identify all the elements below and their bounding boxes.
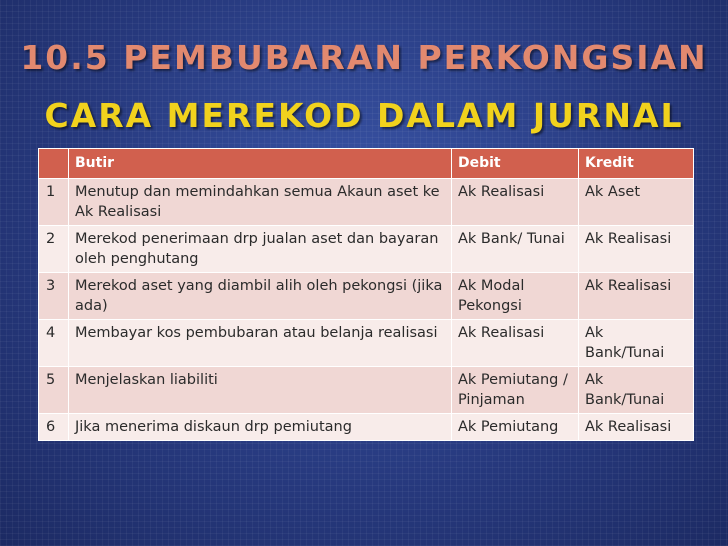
table-row <box>39 179 694 226</box>
row-number: 2 <box>39 226 69 273</box>
row-butir: Membayar kos pembubaran atau belanja realisasi <box>69 320 452 367</box>
row-kredit: Ak Realisasi <box>579 226 694 273</box>
table-row <box>39 367 694 414</box>
row-number: 1 <box>39 179 69 226</box>
row-debit: Ak Pemiutang <box>452 414 579 441</box>
row-number: 4 <box>39 320 69 367</box>
row-kredit: Ak Bank/Tunai <box>579 367 694 414</box>
row-butir: Menutup dan memindahkan semua Akaun aset ke Ak Realisasi <box>69 179 452 226</box>
header-kredit: Kredit <box>579 149 694 179</box>
row-butir: Merekod penerimaan drp jualan aset dan bayaran oleh penghutang <box>69 226 452 273</box>
row-debit: Ak Realisasi <box>452 320 579 367</box>
header-debit: Debit <box>452 149 579 179</box>
row-kredit: Ak Bank/Tunai <box>579 320 694 367</box>
slide-title-line1: 10.5 PEMBUBARAN PERKONGSIAN <box>20 38 708 77</box>
row-debit: Ak Realisasi <box>452 179 579 226</box>
row-kredit: Ak Realisasi <box>579 414 694 441</box>
table-header-row <box>39 149 694 179</box>
row-butir: Menjelaskan liabiliti <box>69 367 452 414</box>
journal-table <box>38 148 694 441</box>
row-number: 3 <box>39 273 69 320</box>
row-kredit: Ak Aset <box>579 179 694 226</box>
header-butir: Butir <box>69 149 452 179</box>
header-num <box>39 149 69 179</box>
row-debit: Ak Modal Pekongsi <box>452 273 579 320</box>
table-row <box>39 226 694 273</box>
row-number: 6 <box>39 414 69 441</box>
row-number: 5 <box>39 367 69 414</box>
row-butir: Merekod aset yang diambil alih oleh pekongsi (jika ada) <box>69 273 452 320</box>
row-kredit: Ak Realisasi <box>579 273 694 320</box>
table-row <box>39 320 694 367</box>
row-butir: Jika menerima diskaun drp pemiutang <box>69 414 452 441</box>
table-row <box>39 273 694 320</box>
row-debit: Ak Pemiutang / Pinjaman <box>452 367 579 414</box>
row-debit: Ak Bank/ Tunai <box>452 226 579 273</box>
slide-title-line2: CARA MEREKOD DALAM JURNAL <box>44 96 684 135</box>
table-row <box>39 414 694 441</box>
